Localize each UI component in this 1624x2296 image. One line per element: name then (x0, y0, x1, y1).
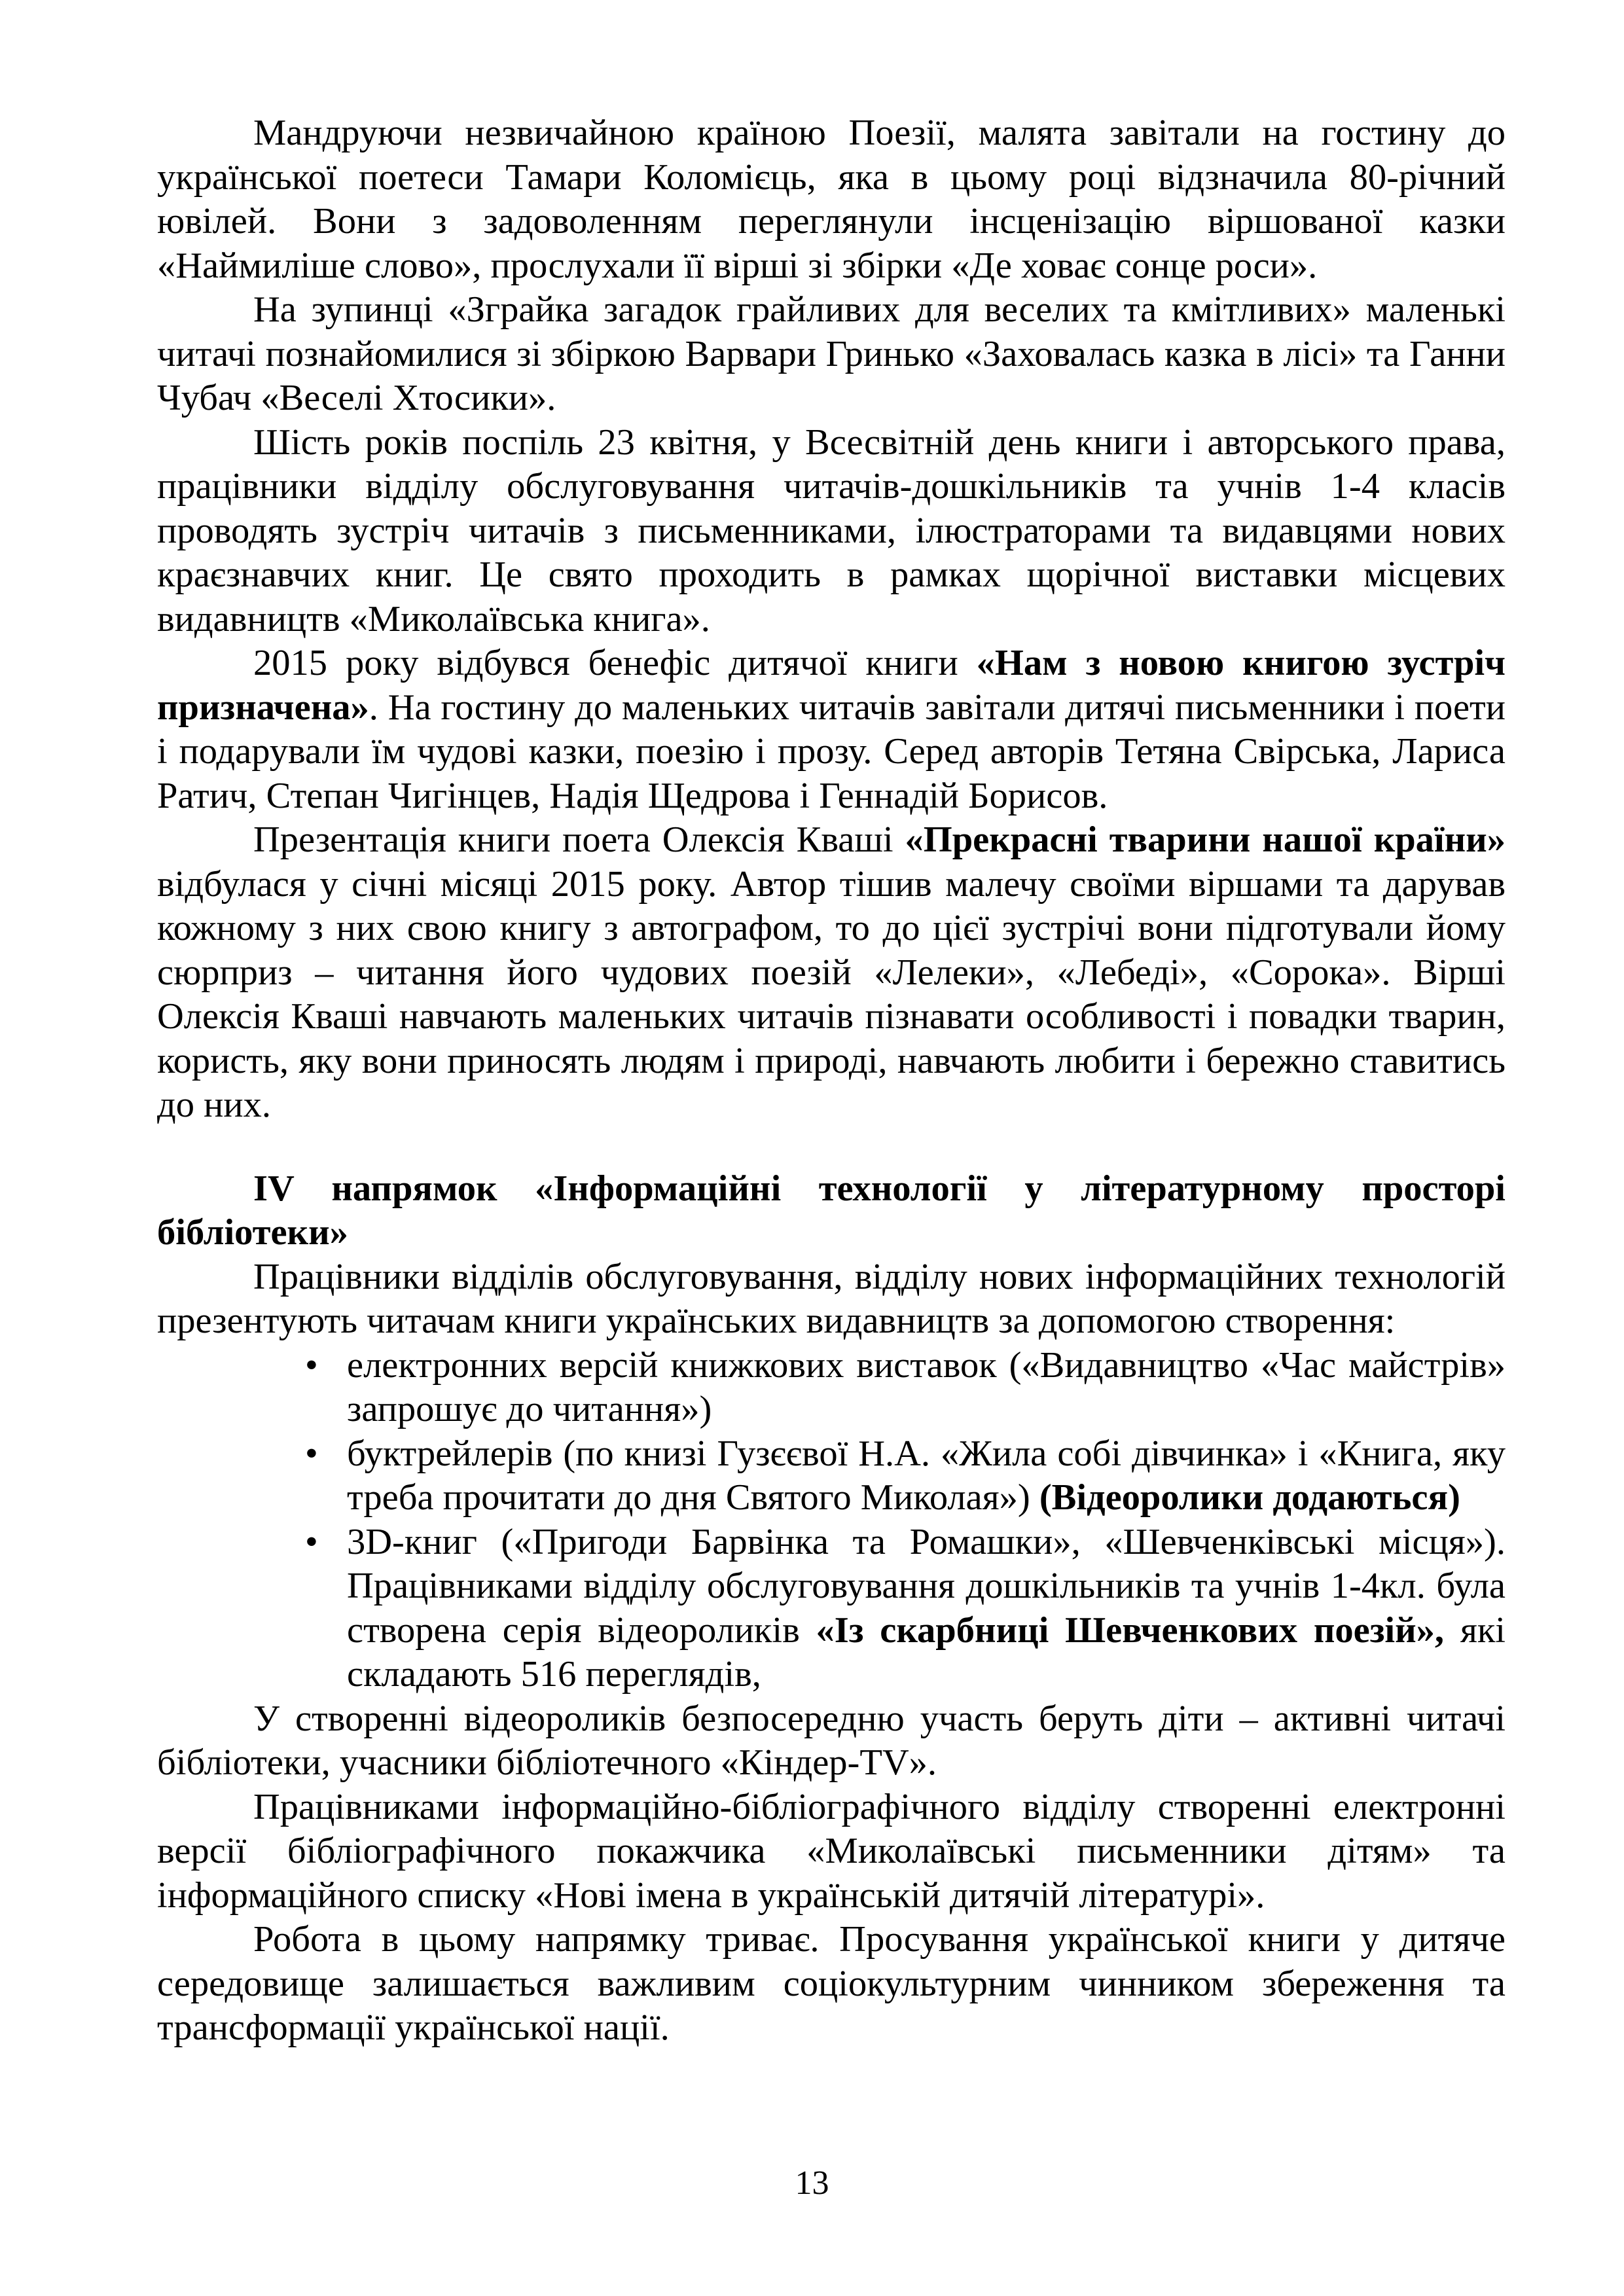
paragraph-kinder-tv: У створенні відеороликів безпосередню участь беруть діти – активні читачі бібліотеки, учасники бібліотечного «Кіндер-TV». (157, 1698, 1506, 1783)
section-heading: IV напрямок «Інформаційні технології у літературному просторі бібліотеки» (157, 1168, 1506, 1253)
bullet-icon: • (305, 1521, 318, 1562)
series-title: «Із скарбниці Шевченкових поезій», (816, 1609, 1445, 1651)
text-run: . На гостину до маленьких читачів завітали дитячі письменники і поети і подарували їм чудові казки, поезію і прозу. Серед авторів Тетяна Свірська, Лариса Ратич, Степан Чигінцев, Надія Щедрова і Геннадій Борисов. (157, 687, 1506, 816)
paragraph-bibliographic-dept: Працівниками інформаційно-бібліографічного відділу створенні електронні версії бібліографічного покажчика «Миколаївські письменники дітям» та інформаційного списку «Нові імена в українській дитячій літературі». (157, 1786, 1506, 1916)
paragraph-kvasha-presentation (157, 818, 1506, 1128)
paragraph-world-book-day: Шість років поспіль 23 квітня, у Всесвітній день книги і авторського права, працівники відділу обслуговування читачів-дошкільників та учнів 1-4 класів проводять зустріч читачів з письменниками, ілюстраторами та видавцями нових краєзнавчих книг. Це свято проходить в рамках щорічної виставки місцевих видавництв «Миколаївська книга». (157, 422, 1506, 639)
bullet-icon: • (305, 1433, 318, 1474)
text-run: 3D-книг («Пригоди Барвінка та Ромашки», «Шевченківські місця»). Працівниками відділу обслуговування дошкільників та учнів 1-4кл. була створена серія відеороликів (347, 1521, 1506, 1651)
list-item (305, 1520, 1506, 1697)
bullet-icon: • (305, 1344, 318, 1386)
note-bold: (Відеоролики додаються) (1039, 1477, 1460, 1518)
text-run: 2015 року відбувся бенефіс дитячої книги (253, 643, 977, 683)
text-run: буктрейлерів (по книзі Гузєєвої Н.А. «Жила собі дівчинка» і «Книга, яку треба прочитати до дня Святого Миколая») (347, 1433, 1506, 1518)
text-run: які складають 516 переглядів, (347, 1609, 1506, 1695)
list-item (305, 1344, 1506, 1432)
paragraph-tamara-kolomiiets: Мандруючи незвичайною країною Поезії, малята завітали на гостину до української поетеси Тамари Коломієць, яка в цьому році відзначила 80-річний ювілей. Вони з задоволенням переглянули інсценізацію віршованої казки «Наймиліше слово», прослухали її вірші зі збірки «Де ховає сонце роси». (157, 113, 1506, 286)
text-run: відбулася у січні місяці 2015 року. Автор тішив малечу своїми віршами та дарував кожному з них свою книгу з автографом, то до цієї зустрічі вони підготували йому сюрприз – читання його чудових поезій «Лелеки», «Лебеді», «Сорока». Вірші Олексія Кваші навчають маленьких читачів пізнавати особливості і повадки тварин, користь, яку вони приносять людям і природі, навчають любити і бережно ставитись до них. (157, 863, 1506, 1125)
bullet-list (157, 1344, 1506, 1697)
page-number: 13 (795, 2164, 829, 2202)
paragraph-benefit-2015 (157, 641, 1506, 818)
text-run: електронних версій книжкових виставок («Видавництво «Час майстрів» запрошує до читання») (347, 1344, 1506, 1429)
list-item (305, 1432, 1506, 1520)
paragraph-it-intro: Працівники відділів обслуговування, відділу нових інформаційних технологій презентують читачам книги українських видавництв за допомогою створення: (157, 1256, 1506, 1341)
book-title: «Прекрасні тварини нашої країни» (905, 819, 1506, 860)
paragraph-zgraika-zagadok: На зупинці «Зграйка загадок грайливих для веселих та кмітливих» маленькі читачі познайомилися зі збіркою Варвари Гринько «Заховалась казка в лісі» та Ганни Чубач «Веселі Хтосики». (157, 289, 1506, 418)
event-title: «Нам з новою книгою зустріч призначена» (157, 643, 1506, 728)
document-page (157, 111, 1506, 2051)
paragraph-conclusion: Робота в цьому напрямку триває. Просування української книги у дитяче середовище залишається важливим соціокультурним чинником збереження та трансформації української нації. (157, 1919, 1506, 2048)
text-run: Презентація книги поета Олексія Кваші (253, 819, 905, 860)
